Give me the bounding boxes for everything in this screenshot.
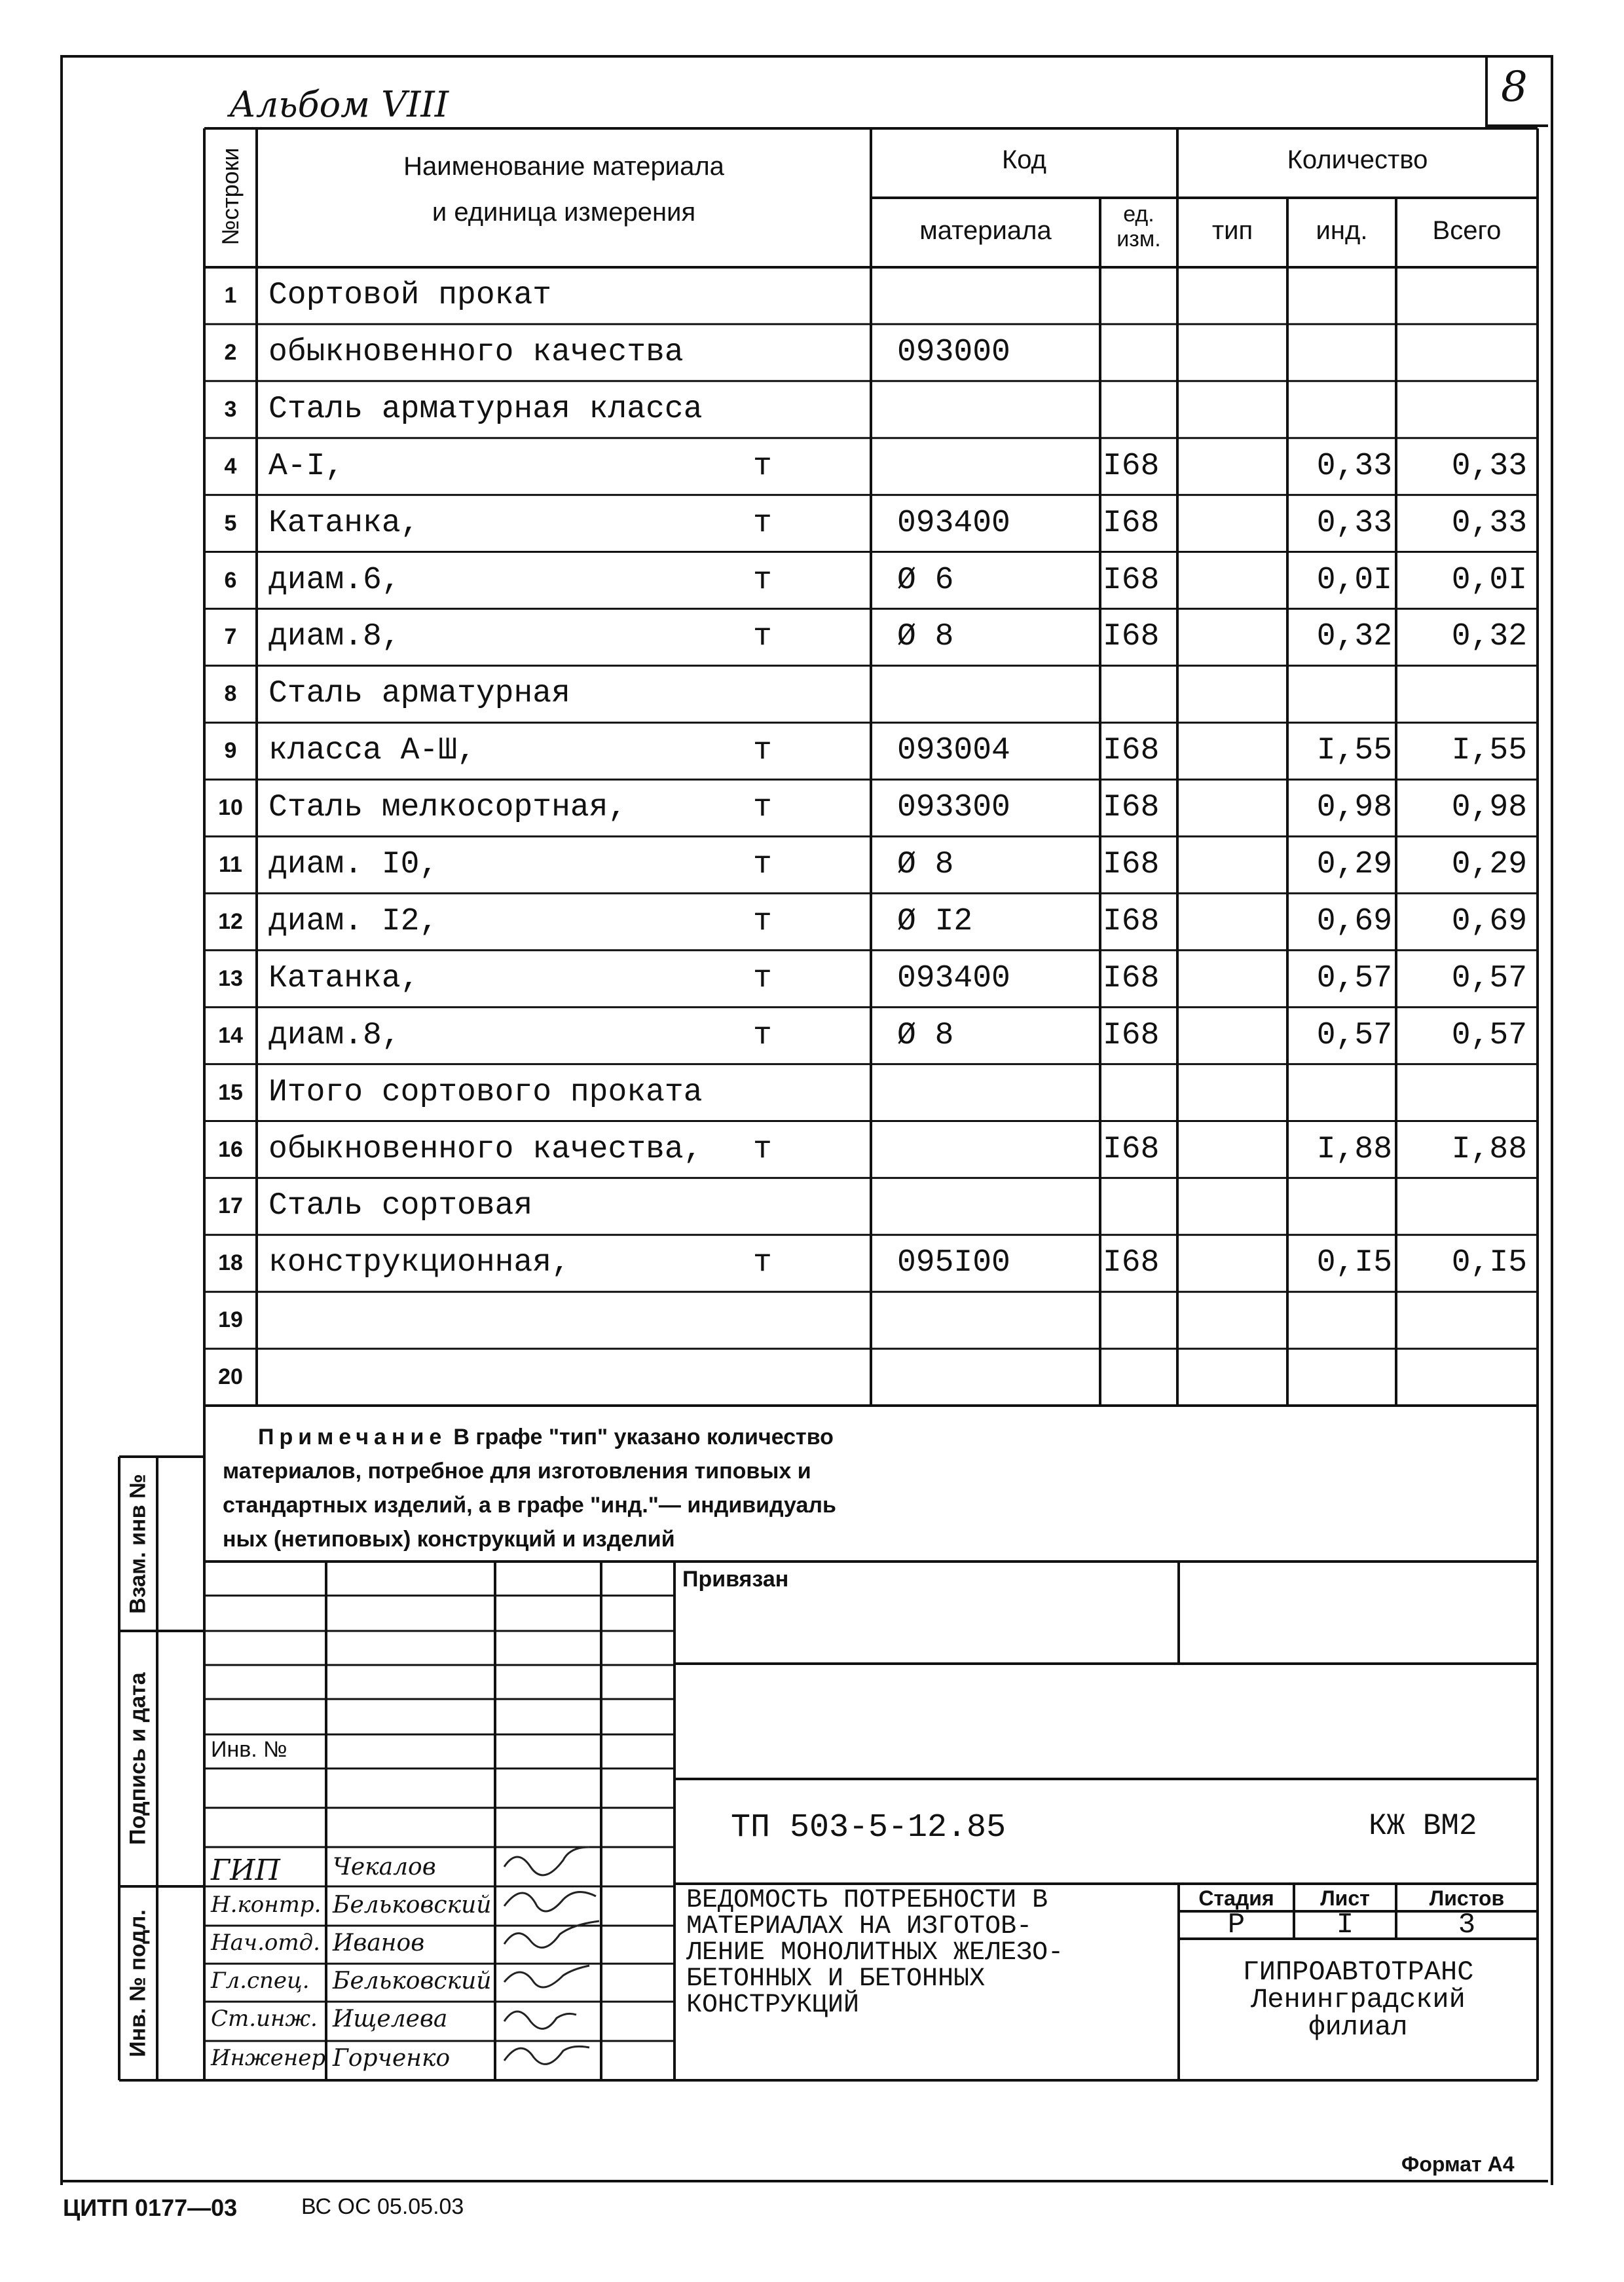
note-line4: ных (нетиповых) конструкций и изделий — [223, 1527, 675, 1552]
unit: т — [753, 960, 772, 996]
unit-code: I68 — [1103, 790, 1160, 826]
qty-ind: 0,69 — [1316, 903, 1392, 939]
header-code-material: материала — [919, 216, 1052, 245]
row-number: 6 — [224, 567, 237, 593]
unit: т — [753, 903, 772, 939]
material-code: Ø 8 — [897, 619, 954, 655]
side-label-vzam: Взам. инв № — [125, 1474, 151, 1614]
unit: т — [753, 1131, 772, 1167]
material-code: Ø 6 — [897, 562, 954, 598]
unit-code: I68 — [1103, 448, 1160, 484]
qty-total: 0,57 — [1451, 1017, 1527, 1053]
qty-total: 0,0I — [1451, 562, 1527, 598]
footer-format: Формат А4 — [1401, 2152, 1515, 2176]
signatory-role: Гл.спец. — [211, 1968, 310, 1994]
row-number: 10 — [218, 795, 243, 821]
material-code: 093300 — [897, 790, 1010, 826]
header-quantity: Количество — [1287, 145, 1428, 174]
signatory-name: Горченко — [333, 2045, 451, 2072]
material-name: конструкционная, — [268, 1245, 570, 1281]
signatory-name: Иванов — [333, 1930, 425, 1956]
row-number: 7 — [224, 624, 237, 650]
unit-code: I68 — [1103, 505, 1160, 541]
signatory-role: Н.контр. — [211, 1892, 322, 1918]
unit: т — [753, 562, 772, 598]
material-name: Сталь арматурная — [268, 676, 570, 712]
header-name-line2: и единица измерения — [432, 198, 696, 227]
org-line: Ленинградский — [1251, 1984, 1466, 2015]
row-number: 15 — [218, 1079, 243, 1105]
material-name: класса А-Ш, — [268, 733, 476, 769]
qty-total: 0,69 — [1451, 903, 1527, 939]
sheet-value: I — [1336, 1909, 1354, 1941]
qty-ind: I,55 — [1316, 733, 1392, 769]
unit-code: I68 — [1103, 847, 1160, 882]
qty-total: I,88 — [1451, 1131, 1527, 1167]
signatory-role: Инженер — [211, 2045, 326, 2071]
unit-code: I68 — [1103, 619, 1160, 655]
qty-total: 0,I5 — [1451, 1245, 1527, 1281]
row-number: 11 — [219, 852, 242, 877]
row-number: 9 — [224, 738, 237, 764]
header-code: Код — [1001, 145, 1046, 174]
unit-code: I68 — [1103, 562, 1160, 598]
doc-title-line: МАТЕРИАЛАХ НА ИЗГОТОВ- — [686, 1912, 1033, 1941]
doc-title-line: ЛЕНИЕ МОНОЛИТНЫХ ЖЕЛЕЗО- — [686, 1938, 1064, 1968]
material-code: 095I00 — [897, 1245, 1010, 1281]
qty-ind: 0,57 — [1316, 960, 1392, 996]
unit: т — [753, 847, 772, 882]
row-number: 4 — [224, 453, 237, 479]
note-line2: материалов, потребное для изготовления типовых и — [223, 1459, 811, 1484]
row-number: 20 — [218, 1364, 243, 1390]
qty-ind: 0,33 — [1316, 505, 1392, 541]
qty-ind: 0,57 — [1316, 1017, 1392, 1053]
signatory-role: ГИП — [211, 1854, 280, 1887]
header-qty-ind: инд. — [1316, 216, 1368, 245]
qty-total: 0,29 — [1451, 847, 1527, 882]
material-name: Катанка, — [268, 960, 420, 996]
material-name: Сталь сортовая — [268, 1188, 533, 1224]
unit-code: I68 — [1103, 1245, 1160, 1281]
unit: т — [753, 790, 772, 826]
qty-ind: 0,32 — [1316, 619, 1392, 655]
sheet-number: 8 — [1501, 63, 1528, 111]
sheet-label: Лист — [1320, 1886, 1370, 1910]
material-code: 093400 — [897, 505, 1010, 541]
material-name: диам.8, — [268, 1017, 401, 1053]
qty-ind: 0,I5 — [1316, 1245, 1392, 1281]
material-name: обыкновенного качества, — [268, 1131, 703, 1167]
row-number: 3 — [224, 396, 237, 422]
unit: т — [753, 619, 772, 655]
unit: т — [753, 733, 772, 769]
material-code: Ø 8 — [897, 1017, 954, 1053]
org-line: филиал — [1308, 2011, 1408, 2043]
row-number: 8 — [224, 681, 237, 707]
material-code: Ø I2 — [897, 903, 973, 939]
doc-title-line: ВЕДОМОСТЬ ПОТРЕБНОСТИ В — [686, 1886, 1048, 1915]
unit-code: I68 — [1103, 903, 1160, 939]
material-name: диам.8, — [268, 619, 401, 655]
qty-total: 0,33 — [1451, 505, 1527, 541]
qty-ind: 0,98 — [1316, 790, 1392, 826]
qty-total: 0,33 — [1451, 448, 1527, 484]
material-name: Сталь мелкосортная, — [268, 790, 627, 826]
unit: т — [753, 1017, 772, 1053]
unit: т — [753, 505, 772, 541]
material-code: 093000 — [897, 334, 1010, 370]
qty-ind: 0,33 — [1316, 448, 1392, 484]
side-label-podpis: Подпись и дата — [125, 1672, 151, 1845]
material-name: диам. I2, — [268, 903, 439, 939]
material-name: Сталь арматурная класса — [268, 391, 703, 427]
row-number: 18 — [218, 1250, 243, 1276]
material-name: диам.6, — [268, 562, 401, 598]
header-qty-total: Всего — [1432, 216, 1502, 245]
unit-code: I68 — [1103, 1017, 1160, 1053]
row-number: 14 — [218, 1022, 243, 1048]
row-number: 13 — [218, 965, 243, 991]
row-number: 5 — [224, 510, 237, 536]
stage-value: Р — [1227, 1909, 1246, 1941]
unit: т — [753, 1245, 772, 1281]
unit: т — [753, 448, 772, 484]
qty-total: 0,98 — [1451, 790, 1527, 826]
doc-title-line: КОНСТРУКЦИЙ — [686, 1991, 860, 2020]
footer-left: ЦИТП 0177—03 — [63, 2194, 238, 2221]
org-line: ГИПРОАВТОТРАНС — [1242, 1956, 1474, 1988]
header-qty-type: тип — [1211, 216, 1253, 245]
album-label: Альбом VIII — [229, 84, 449, 125]
stage-label: Стадия — [1198, 1886, 1274, 1910]
header-code-unit: ед. изм. — [1116, 202, 1161, 252]
material-code: Ø 8 — [897, 847, 954, 882]
unit-code: I68 — [1103, 960, 1160, 996]
row-number: 1 — [224, 283, 237, 308]
signatory-role: Ст.инж. — [211, 2006, 318, 2032]
qty-total: I,55 — [1451, 733, 1527, 769]
qty-total: 0,32 — [1451, 619, 1527, 655]
inv-no-label: Инв. № — [211, 1737, 287, 1762]
signatory-name: Ищелева — [333, 2006, 448, 2032]
material-name: обыкновенного качества — [268, 334, 684, 370]
privyazan-label: Привязан — [682, 1567, 789, 1592]
material-code: 093004 — [897, 733, 1010, 769]
sheets-value: 3 — [1458, 1909, 1476, 1941]
qty-total: 0,57 — [1451, 960, 1527, 996]
doc-code: ТП 503-5-12.85 — [731, 1809, 1006, 1846]
row-number: 17 — [218, 1193, 243, 1219]
material-name: Сортовой прокат — [268, 278, 552, 313]
signatory-name: Бельковский — [333, 1968, 492, 1994]
unit-code: I68 — [1103, 1131, 1160, 1167]
qty-ind: I,88 — [1316, 1131, 1392, 1167]
sheets-label: Листов — [1429, 1886, 1505, 1910]
footer-mid: ВС ОС 05.05.03 — [301, 2194, 464, 2219]
unit-code: I68 — [1103, 733, 1160, 769]
material-name: А-I, — [268, 448, 344, 484]
row-number: 19 — [218, 1307, 243, 1333]
qty-ind: 0,0I — [1316, 562, 1392, 598]
doc-title-line: БЕТОННЫХ И БЕТОННЫХ — [686, 1964, 986, 1994]
note-title: Примечание — [258, 1425, 447, 1450]
note-line3: стандартных изделий, а в графе "инд."— индивидуаль — [223, 1493, 836, 1518]
row-number: 2 — [224, 339, 237, 365]
note-line1: В графе "тип" указано количество — [453, 1425, 834, 1450]
signatory-name: Чекалов — [333, 1854, 436, 1880]
qty-ind: 0,29 — [1316, 847, 1392, 882]
doc-mark: КЖ ВМ2 — [1369, 1809, 1477, 1843]
signatory-name: Бельковский — [333, 1892, 492, 1918]
header-row-number: №строки — [217, 147, 244, 246]
row-number: 16 — [218, 1136, 243, 1162]
material-code: 093400 — [897, 960, 1010, 996]
material-name: диам. I0, — [268, 847, 439, 882]
material-name: Итого сортового проката — [268, 1074, 703, 1110]
row-number: 12 — [218, 908, 243, 934]
signatory-role: Нач.отд. — [211, 1930, 320, 1956]
material-name: Катанка, — [268, 505, 420, 541]
side-label-inv: Инв. № подл. — [125, 1909, 151, 2057]
header-name-line1: Наименование материала — [403, 152, 724, 181]
